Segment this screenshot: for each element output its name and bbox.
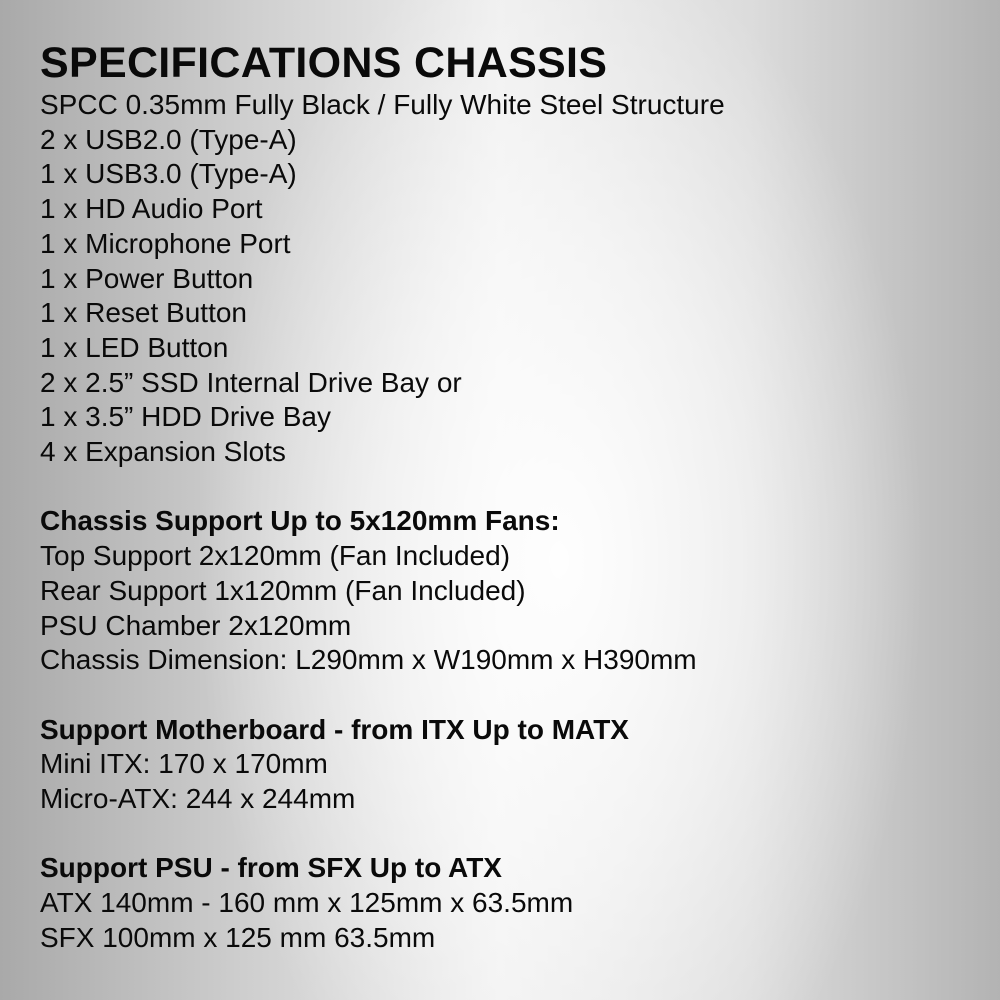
spec-line: 1 x Power Button [40,262,254,294]
fans-section [40,504,980,678]
spec-line: SPCC 0.35mm Fully Black / Fully White Steel Structure [40,89,725,120]
motherboard-spec-line: Micro-ATX: 244 x 244mm [40,783,356,815]
fan-spec-line: PSU Chamber 2x120mm [40,609,352,641]
fan-spec-line: Chassis Dimension: L290mm x W190mm x H390mm [40,644,697,676]
spec-line: 1 x USB3.0 (Type-A) [40,158,297,190]
motherboard-spec-line: Mini ITX: 170 x 170mm [40,748,328,780]
spec-line: 4 x Expansion Slots [40,436,286,468]
psu-section [40,851,980,955]
psu-spec-line: ATX 140mm - 160 mm x 125mm x 63.5mm [40,887,574,919]
spec-line: 1 x 3.5” HDD Drive Bay [40,401,331,433]
spec-line: 1 x Reset Button [40,297,248,329]
page-title: SPECIFICATIONS CHASSIS [40,39,608,87]
chassis-spec-list [40,88,980,470]
fans-heading: Chassis Support Up to 5x120mm Fans: [40,505,560,537]
spec-line: 1 x Microphone Port [40,227,291,259]
psu-spec-line: SFX 100mm x 125 mm 63.5mm [40,921,436,953]
motherboard-section [40,713,980,817]
fan-spec-line: Rear Support 1x120mm (Fan Included) [40,574,526,606]
spec-sheet [40,38,980,956]
spec-line: 2 x USB2.0 (Type-A) [40,123,297,155]
spec-line: 1 x LED Button [40,331,229,363]
spec-line: 1 x HD Audio Port [40,193,263,225]
fan-spec-line: Top Support 2x120mm (Fan Included) [40,540,511,572]
spec-line: 2 x 2.5” SSD Internal Drive Bay or [40,366,462,398]
motherboard-heading: Support Motherboard - from ITX Up to MATX [40,713,629,745]
psu-heading: Support PSU - from SFX Up to ATX [40,852,502,884]
